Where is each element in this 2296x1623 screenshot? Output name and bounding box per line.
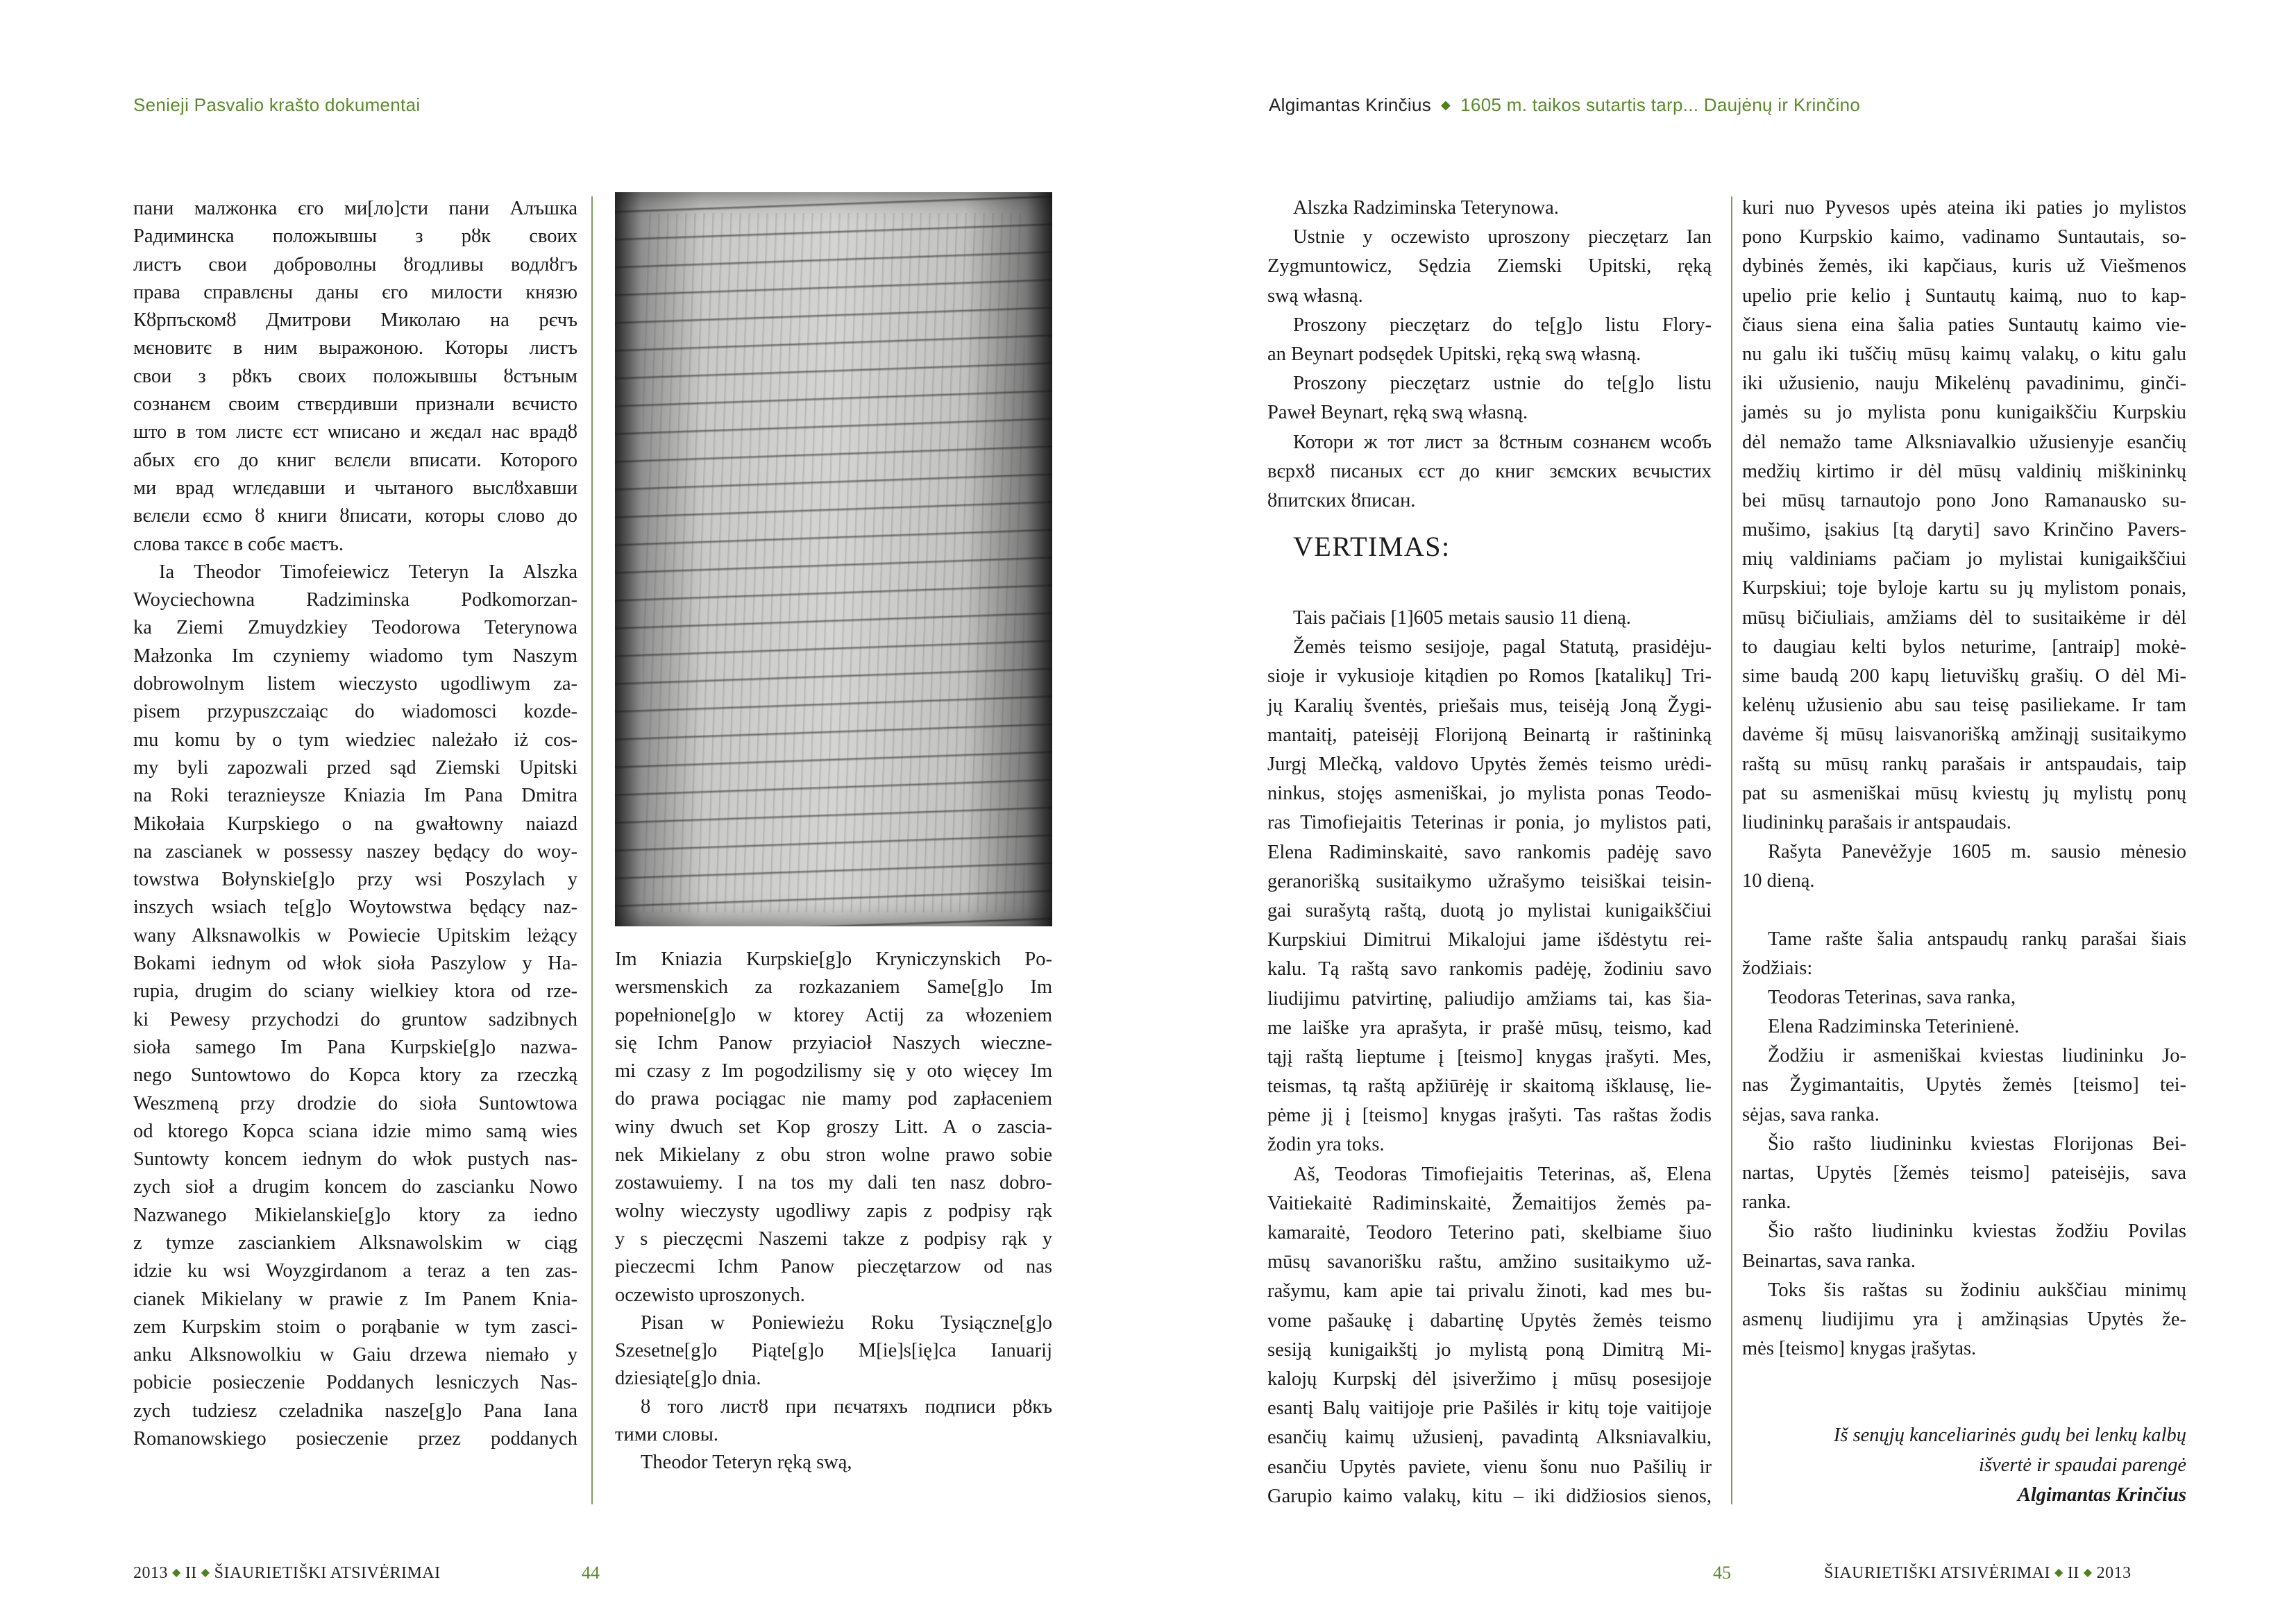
- text-line: rupia, drugim do sciany wielkiey ktora od rze-: [133, 980, 577, 1003]
- text-line: пани малжонка єго ми[ло]сти пани Алъшка: [133, 198, 577, 219]
- text-line: kalu. Tą raštą savo rankomis padėję, žodiniu savo: [1267, 958, 1712, 980]
- text-line: Bokami iednym od włok sioła Paszylow y Ha-: [133, 953, 577, 975]
- text-line: idzie ku wsi Woyzgirdanom a teraz a ten zas-: [133, 1260, 577, 1282]
- text-line: zych sioł a drugim koncem do zascianku Nowo: [133, 1176, 577, 1198]
- text-line: popełnione[g]o w ktorey Actij za włozeniem: [615, 1004, 1052, 1026]
- footer-year: 2013: [133, 1564, 168, 1582]
- text-line: sėjas, sava ranka.: [1742, 1103, 1880, 1125]
- paragraph: [1267, 1160, 1712, 1511]
- text-line: Žodžiu ir asmeniškai kviestas liudininku Jo-: [1768, 1045, 2186, 1067]
- text-line: Šio rašto liudininku kviestas Florijonas Bei-: [1768, 1132, 2186, 1155]
- text-line: mi czasy z Im pogodzilismy się y oto więcey Im: [615, 1060, 1052, 1082]
- text-line: jamės su jo mylista ponu kunigaikščiu Kurpskiu: [1742, 402, 2186, 424]
- footer-right: [1824, 1564, 2132, 1583]
- text-line: nek Mikielany z obu stron wolne prawo sobie: [615, 1144, 1052, 1166]
- text-line: Котори ж тот лист за ȣстным сознанєм ѡсобъ: [1293, 431, 1712, 453]
- text-line: vome pašaukę į dabartinę Upytės žemės teismo: [1267, 1309, 1712, 1332]
- footer-left: [133, 1564, 441, 1583]
- text-line: Woyciechowna Radziminska Podkomorzan-: [133, 589, 577, 611]
- text-line: Šio rašto liudininku kviestas žodžiu Povilas: [1768, 1221, 2186, 1243]
- paragraph: [615, 1449, 1052, 1477]
- text-line: Радиминска положывшы з рȣк своих: [133, 226, 577, 248]
- paragraph: [1742, 838, 2186, 896]
- text-line: Alszka Radziminska Teterynowa.: [1293, 197, 1559, 219]
- text-line: Proszony pieczętarz do te[g]o listu Flory-: [1293, 314, 1712, 336]
- text-line: dobrowolnym listem wieczysto ugodliwym za-: [133, 673, 577, 695]
- text-line: sioje ir vykusioje kitądien po Romos [katalikų] Tri-: [1267, 665, 1712, 688]
- text-line: pėme jį į [teismo] knygas įrašyti. Tas raštas žodis: [1267, 1105, 1712, 1127]
- credit-line: išvertė ir spaudai parengė: [1979, 1454, 2186, 1477]
- section-heading: VERTIMAS:: [1293, 531, 1451, 563]
- text-line: ȣ того листȣ при пєчатяхъ подписи рȣкъ: [641, 1395, 1052, 1418]
- diamond-separator-icon: ◆: [2054, 1567, 2063, 1579]
- text-line: geranorišką susitaikymo užrašymo teisiškai teisin-: [1267, 870, 1712, 892]
- paragraph: [1267, 633, 1712, 1159]
- text-line: się Ichm Panow przyiacioł Naszych wieczne-: [615, 1032, 1052, 1054]
- text-line: liudijimu patvirtinę, paliudijo amžiams tai, kas šia-: [1267, 987, 1712, 1010]
- text-line: towstwa Bołynskie[g]o przy wsi Poszylach y: [133, 869, 577, 891]
- running-header-left: [133, 94, 420, 116]
- text-line: kamaraitė, Teodoro Teterino pati, skelbiame šiuo: [1267, 1222, 1712, 1243]
- text-line: žodžiais:: [1742, 957, 1813, 979]
- text-line: Małzonka Im czyniemy wiadomo tym Naszym: [133, 645, 577, 667]
- text-line: права справлєны даны єго милости князю: [133, 281, 577, 303]
- text-line: nartas, Upytės [žemės teismo] pateisėjis, sava: [1742, 1162, 2186, 1184]
- text-line: mantaitį, pateisėjį Florijoną Beinartą ir raštininką: [1267, 724, 1712, 746]
- column-page44-right: [615, 946, 1052, 1477]
- text-line: pisem przypuszczaiąc do wiadomosci kozde-: [133, 701, 577, 723]
- text-line: asmenų liudijimu yra į amžinąsias Upytės že-: [1742, 1308, 2186, 1330]
- text-line: слова таксє в собє маєтъ.: [133, 533, 344, 555]
- text-line: Mikołaia Kurpskiego o na gwałtowny naiazd: [133, 813, 577, 835]
- text-line: Theodor Teteryn ręką swą,: [641, 1452, 852, 1474]
- text-line: gai surašytą raštą, duotą jo mylistai kunigaikščiui: [1267, 899, 1712, 921]
- column-page44-left: [133, 195, 577, 1453]
- section-title: Senieji Pasvalio krašto dokumentai: [133, 94, 421, 115]
- text-line: Teodoras Teterinas, sava ranka,: [1768, 986, 2016, 1008]
- text-line: wolny wieczysty ugodliwy zapis z podpisy rąk: [615, 1200, 1052, 1222]
- footer-year: 2013: [2096, 1564, 2132, 1582]
- text-line: nas Žygimantaitis, Upytės žemės [teismo] tei-: [1742, 1074, 2186, 1096]
- text-line: upelio prie kelio į Suntautų kaimą, nuo to kap-: [1742, 284, 2186, 307]
- text-line: што в том листє єст ѡписано и жєдал нас врадȣ: [133, 421, 577, 443]
- text-line: Vaitiekaitė Radiminskaitė, Žemaitijos žemės pa-: [1267, 1192, 1712, 1214]
- text-line: oczewisto uproszonych.: [615, 1284, 805, 1306]
- credit-line: Iš senųjų kanceliarinės gudų bei lenkų kalbų: [1833, 1425, 2186, 1447]
- text-line: cianek Mikielany w prawie z Im Panem Knia-: [133, 1288, 577, 1310]
- text-line: dziesiąte[g]o dnia.: [615, 1368, 761, 1390]
- paragraph: [1267, 369, 1712, 427]
- paragraph: [1267, 428, 1712, 516]
- text-line: 10 dieną.: [1742, 870, 1815, 892]
- paragraph: [615, 1393, 1052, 1450]
- text-line: medžių kirtimo ir dėl mūsų valdinių miškininkų: [1742, 460, 2186, 482]
- paragraph: [1267, 311, 1712, 369]
- paragraph: [133, 559, 577, 1454]
- footer-journal: ŠIAURIETIŠKI ATSIVĖRIMAI: [1824, 1564, 2050, 1582]
- text-line: Nazwanego Mikielanskie[g]o ktory za iedno: [133, 1204, 577, 1226]
- footer-issue: II: [2067, 1564, 2079, 1582]
- text-line: inszych wsiach te[g]o Woytowstwa będący naz-: [133, 897, 577, 919]
- text-line: an Beynart podsędek Upitski, ręką swą własną.: [1267, 343, 1641, 365]
- paragraph: [1742, 1012, 2186, 1042]
- text-line: raštą su mūsų rankų parašais ir antspaudais, taip: [1742, 753, 2186, 775]
- paragraph: [133, 195, 577, 559]
- text-line: my byli zapozwali przed sąd Ziemski Upitski: [133, 756, 577, 779]
- text-line: dybinės žemės, iki kapčiaus, kuris už Viešmenos: [1742, 255, 2186, 278]
- text-line: Weszmeną przy drodzie do sioła Suntowtowa: [133, 1092, 577, 1114]
- text-line: Pisan w Poniewieżu Roku Tysiączne[g]o: [641, 1311, 1052, 1334]
- text-line: wersmenskich za rozkazaniem Same[g]o Im: [615, 976, 1052, 999]
- paragraph: [1742, 925, 2186, 983]
- page-number-right: 45: [1713, 1563, 1731, 1583]
- footer-issue: II: [185, 1564, 197, 1582]
- text-line: Žemės teismo sesijoje, pagal Statutą, prasidėju-: [1293, 636, 1712, 658]
- column-divider-left: [591, 196, 593, 1504]
- text-line: Кȣрпъскомȣ Дмитрови Миколаю на рєчъ: [133, 309, 577, 332]
- text-line: тими словы.: [615, 1424, 718, 1446]
- text-line: davėme šį mūsų laisvanorišką amžinąjį susitaikymo: [1742, 724, 2186, 746]
- text-line: Romanowskiego posieczenie przez poddanych: [133, 1428, 577, 1450]
- text-line: nu galu iki tuščių mūsų kaimų valakų, o kitu galu: [1742, 343, 2186, 365]
- column-page45-right: [1742, 194, 2186, 1510]
- text-line: ми врад ѡглєдавши и чытаного выслȣхавши: [133, 477, 577, 499]
- text-line: Jurgį Mlečką, valdovo Upytės žemės teismo urėdi-: [1267, 754, 1712, 775]
- translator-credit: [1742, 1420, 2186, 1510]
- paragraph: [1742, 194, 2186, 838]
- text-line: do prawa pociągac nie mamy pod zapłaceniem: [615, 1088, 1052, 1110]
- text-line: ki Pewesy przychodzi do gruntow sadzibnych: [133, 1008, 577, 1030]
- paragraph: [1742, 1042, 2186, 1130]
- paragraph: [1742, 1276, 2186, 1364]
- text-line: свои з рȣкъ своих положывшы ȣстъным: [133, 365, 577, 387]
- text-line: ninkus, stojęs asmeniškai, jo mylista ponas Teodo-: [1267, 783, 1712, 805]
- text-line: esantį Balų vaitijoje prie Pašilės ir kitų toje vaitijoje: [1267, 1397, 1712, 1420]
- text-line: rašymu, kam apie tai privalu žinoti, kad mes bu-: [1267, 1280, 1712, 1302]
- text-line: bei mūsų tarnautojo pono Jono Ramanausko su-: [1742, 489, 2186, 511]
- text-line: Elena Radiminskaitė, savo rankomis padėję savo: [1267, 841, 1712, 863]
- paragraph: [1267, 194, 1712, 223]
- diamond-separator-icon: ◆: [201, 1567, 210, 1579]
- text-line: Zygmuntowicz, Sędzia Ziemski Upitski, ręką: [1267, 255, 1712, 278]
- article-title: 1605 m. taikos sutartis tarp... Daujėnų ir Krinčino: [1460, 94, 1861, 115]
- column-page45-left: [1267, 194, 1712, 1511]
- text-line: sime baudą 200 kapų lietuviškų grašių. O dėl Mi-: [1742, 665, 2186, 687]
- text-line: liudininkų parašais ir antspaudais.: [1742, 811, 2011, 833]
- paragraph: [1742, 1217, 2186, 1275]
- text-line: teismas, tą raštą apžiūrėję ir skaitomą išklausę, lie-: [1267, 1076, 1712, 1098]
- text-line: Toks šis raštas su žodiniu aukščiau minimų: [1768, 1279, 2186, 1301]
- text-line: wany Alksnawolkis w Powiecie Upitskim leżący: [133, 924, 577, 946]
- text-line: Beinartas, sava ranka.: [1742, 1250, 1916, 1272]
- text-line: сознанєм своим ствєрдивши признали вєчисто: [133, 393, 577, 416]
- text-line: zem Kurpskim stoim o porąbanie w tym zasci-: [133, 1316, 577, 1338]
- text-line: мєновитє в ним выражоною. Которы листъ: [133, 337, 577, 359]
- manuscript-photo: [615, 192, 1052, 926]
- text-line: zostawuiemy. I na tos my dali ten nasz dobro-: [615, 1172, 1052, 1194]
- text-line: pieczecmi Ichm Panow pieczętarzow od nas: [615, 1256, 1052, 1278]
- text-line: sesiją kunigaikštį jo mylistą poną Dimitrą Mi-: [1267, 1339, 1712, 1361]
- text-line: Elena Radziminska Teterinienė.: [1768, 1016, 2020, 1038]
- text-line: žodin yra toks.: [1267, 1134, 1385, 1156]
- text-line: абых єго до книг вєлєли вписати. Которого: [133, 449, 577, 471]
- paragraph: [615, 946, 1052, 1309]
- text-line: na zascianek w possessy naszey będący do woy-: [133, 840, 577, 863]
- text-line: Aš, Teodoras Timofiejaitis Teterinas, aš, Elena: [1293, 1163, 1712, 1185]
- text-line: вєлєли єсмо ȣ книги ȣписати, которы слово до: [133, 505, 577, 527]
- text-line: Suntowty koncem iednym do włok pustych nas-: [133, 1148, 577, 1171]
- text-line: pobicie posieczenie Poddanych lesniczych Nas-: [133, 1372, 577, 1394]
- paragraph: [1742, 1130, 2186, 1218]
- text-line: kelėnų užusienio abu sau teisę pasiliekame. Ir tam: [1742, 695, 2186, 717]
- paragraph: [1742, 983, 2186, 1012]
- text-line: mūsų savanorišku raštu, amžino susitaikymo už-: [1267, 1251, 1712, 1273]
- footer-journal: ŠIAURIETIŠKI ATSIVĖRIMAI: [214, 1564, 441, 1582]
- diamond-separator-icon: ◆: [2083, 1567, 2093, 1579]
- text-line: esančių kaimų užusienį, pavadintą Alksniavalkiu,: [1267, 1427, 1712, 1449]
- page-number-left: 44: [582, 1563, 600, 1583]
- column-divider-right: [1731, 196, 1732, 1504]
- text-line: kuri nuo Pyvesos upės ateina iki paties jo mylistos: [1742, 197, 2186, 219]
- text-line: Proszony pieczętarz ustnie do te[g]o listu: [1293, 373, 1712, 395]
- text-line: Im Kniazia Kurpskie[g]o Kryniczynskich Po-: [615, 949, 1052, 970]
- text-line: iki užusienio, nauju Mikelėnų pavadinimu, ginči-: [1742, 373, 2186, 395]
- text-line: swą własną.: [1267, 284, 1363, 307]
- text-line: to daugiau kelti bylos neturime, [antraip] mokė-: [1742, 636, 2186, 658]
- text-line: kalojų Kurpskį dėl įsiveržimo į mūsų posesijoje: [1267, 1368, 1712, 1390]
- text-line: od ktorego Kopca sciana idzie mimo samą wies: [133, 1120, 577, 1142]
- text-line: tąjį raštą lieptume į [teismo] knygas įrašyti. Mes,: [1267, 1046, 1712, 1068]
- text-line: Szesetne[g]o Piąte[g]o M[ie]s[ię]ca Ianuarij: [615, 1340, 1052, 1362]
- text-line: Kurpskiui Dimitrui Mikalojui jame išdėstytu rei-: [1267, 929, 1712, 951]
- text-line: Ustnie y oczewisto uproszony pieczętarz Ian: [1293, 226, 1712, 248]
- paragraph: [615, 1309, 1052, 1393]
- text-line: листъ свои доброволны ȣгодливы водлȣгъ: [133, 253, 577, 275]
- text-line: sioła samego Im Pana Kurpskie[g]o nazwa-: [133, 1036, 577, 1058]
- text-line: pono Kurpskio kaimo, vadinamo Suntautais, so-: [1742, 226, 2186, 248]
- diamond-separator-icon: ◆: [1441, 98, 1451, 112]
- text-line: Kurpskiui; toje byloje kartu su jų mylistom ponais,: [1742, 577, 2186, 600]
- text-line: mu komu by o tym wiedziec należało iż cos-: [133, 729, 577, 751]
- text-line: nego Suntowtowo do Kopca ktory za rzeczką: [133, 1064, 577, 1087]
- running-header-right: [1269, 94, 1860, 116]
- text-line: Tame rašte šalia antspaudų rankų parašai šiais: [1768, 928, 2186, 950]
- text-line: mūsų bičiuliais, amžiams dėl to susitaikėme ir dėl: [1742, 606, 2186, 629]
- text-line: z tymze zasciankiem Alksnawolskim w ciąg: [133, 1232, 577, 1254]
- text-line: Garupio kaimo valakų, kitu – iki didžiosios sienos,: [1267, 1485, 1712, 1507]
- text-line: Rašyta Panevėžyje 1605 m. sausio mėnesio: [1768, 841, 2186, 863]
- credit-author: Algimantas Krinčius: [2017, 1484, 2186, 1506]
- diamond-separator-icon: ◆: [172, 1567, 181, 1579]
- text-line: me laiške yra aprašyta, ir prašė mūsų, teismo, kad: [1267, 1017, 1712, 1039]
- text-line: esančiu Upytės paviete, vienu šonu nuo Pašilių ir: [1267, 1456, 1712, 1478]
- text-line: mės [teismo] knygas įrašytas.: [1742, 1338, 1977, 1360]
- text-line: ȣпитских ȣписан.: [1267, 489, 1416, 511]
- text-line: вєрхȣ писаных єст до книг зємских вєчыстих: [1267, 460, 1712, 482]
- article-author: Algimantas Krinčius: [1269, 94, 1432, 115]
- text-line: y s pieczęcmi Naszemi takze z podpisy rąk y: [615, 1227, 1052, 1250]
- text-line: ka Ziemi Zmuydzkiey Teodorowa Teterynowa: [133, 617, 577, 639]
- text-line: mušimo, įsakius [tą daryti] savo Krinčino Pavers-: [1742, 519, 2186, 541]
- paragraph: [1267, 604, 1712, 633]
- handwriting-texture: [643, 213, 1024, 912]
- text-line: Tais pačiais [1]605 metais sausio 11 dieną.: [1293, 607, 1631, 629]
- text-line: dėl nemažo tame Alksniavalkio užusienyje esančių: [1742, 431, 2186, 453]
- text-line: Ia Theodor Timofeiewicz Teteryn Ia Alszka: [159, 561, 577, 583]
- text-line: Paweł Beynart, ręką swą własną.: [1267, 402, 1528, 424]
- text-line: winy dwuch set Kop groszy Litt. A o zascia-: [615, 1116, 1052, 1138]
- paragraph: [1267, 223, 1712, 311]
- text-line: ras Timofiejaitis Teterinas ir ponia, jo mylistos pati,: [1267, 812, 1712, 834]
- text-line: mių valdiniams pačiam jo mylistai kunigaikščiui: [1742, 548, 2186, 570]
- text-line: jų Karalių šventės, priešais mus, teisėją Joną Žygi-: [1267, 695, 1712, 717]
- text-line: čiaus siena eina šalia paties Suntautų kaimo vie-: [1742, 314, 2186, 336]
- text-line: zych tudziesz czeladnika nasze[g]o Pana Iana: [133, 1400, 577, 1422]
- text-line: anku Alksnowolkiu w Gaiu drzewa niemało y: [133, 1344, 577, 1366]
- text-line: ranka.: [1742, 1191, 1791, 1214]
- text-line: na Roki teraznieysze Kniazia Im Pana Dmitra: [133, 785, 577, 807]
- text-line: pat su asmeniškai mūsų kviestų jų mylistų ponų: [1742, 782, 2186, 804]
